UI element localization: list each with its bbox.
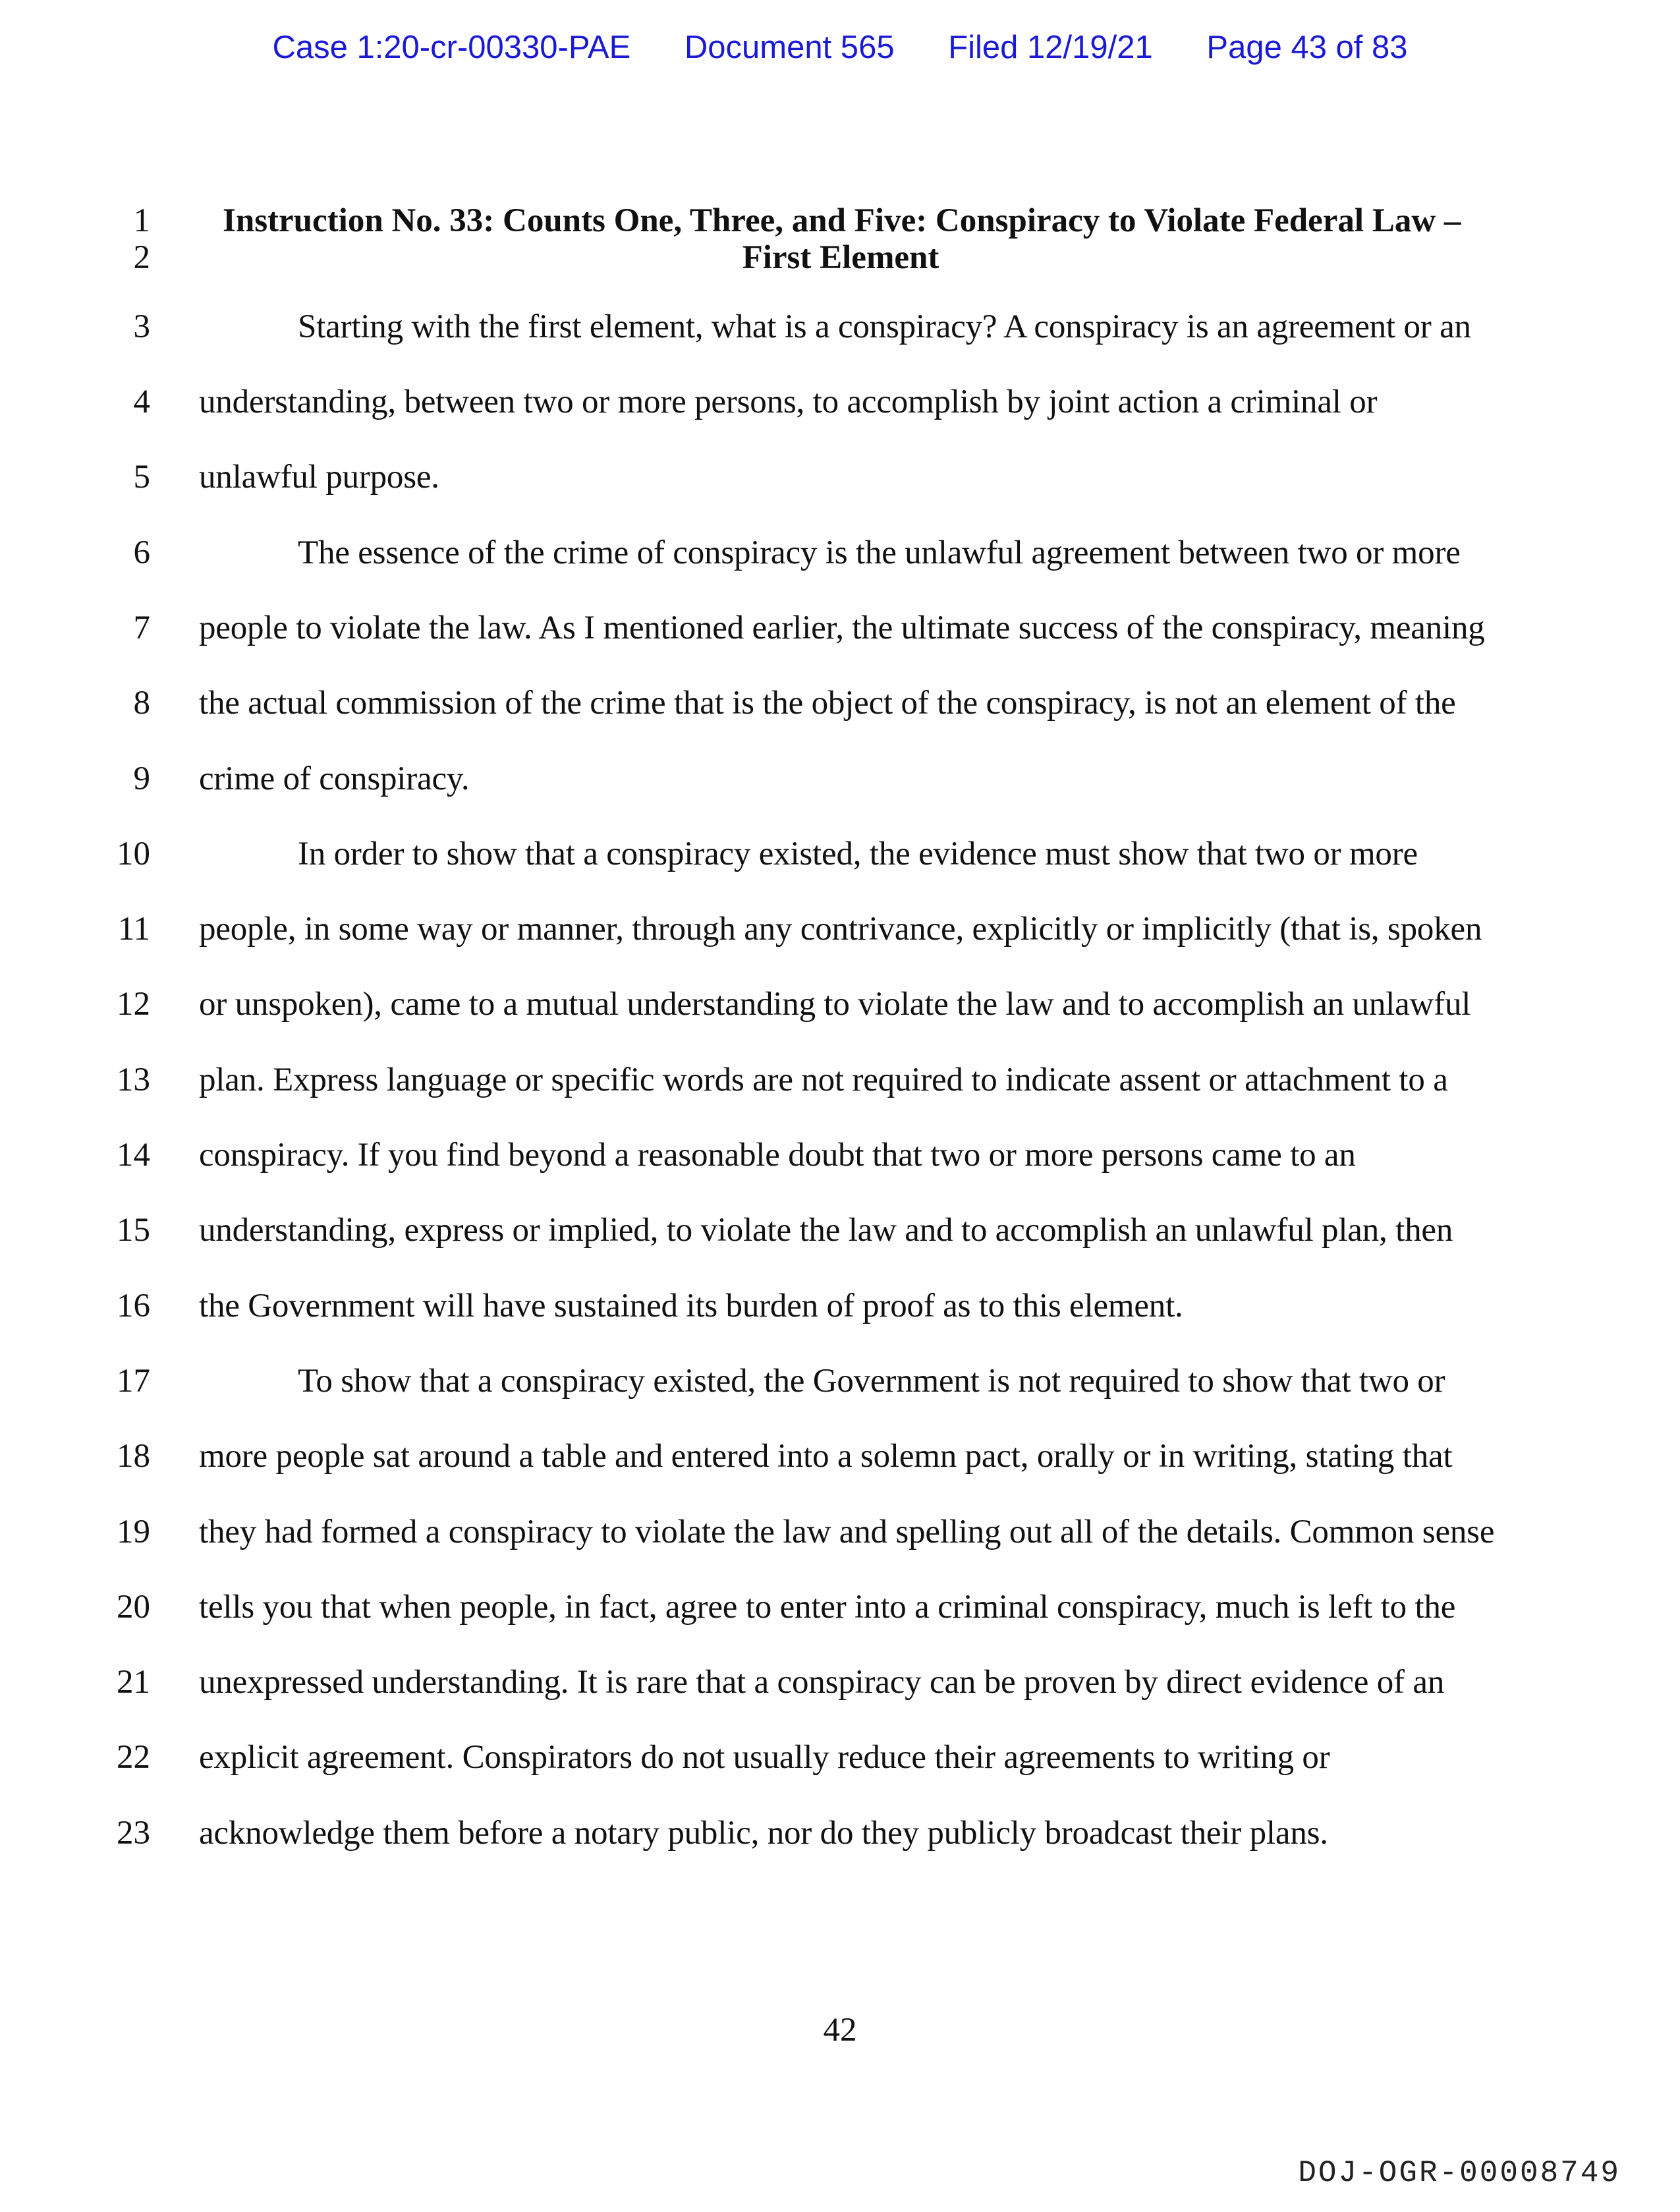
body-line: the actual commission of the crime that is the object of the conspiracy, is not an element of the (199, 685, 1456, 722)
line-number: 18 (117, 1438, 150, 1475)
line-number: 22 (117, 1739, 150, 1776)
line-number: 17 (117, 1363, 150, 1400)
body-line: people to violate the law. As I mentioned earlier, the ultimate success of the conspiracy, meaning (199, 610, 1485, 646)
body-line: acknowledge them before a notary public, nor do they publicly broadcast their plans. (199, 1815, 1328, 1852)
body-line: In order to show that a conspiracy existed, the evidence must show that two or more (298, 836, 1418, 872)
body-line: unexpressed understanding. It is rare that a conspiracy can be proven by direct evidence of an (199, 1664, 1445, 1701)
line-number: 20 (117, 1589, 150, 1626)
body-line: explicit agreement. Conspirators do not usually reduce their agreements to writing or (199, 1739, 1330, 1776)
line-number: 21 (117, 1664, 150, 1701)
instruction-subtitle: First Element (742, 239, 939, 276)
body-line: understanding, express or implied, to violate the law and to accomplish an unlawful plan, then (199, 1212, 1453, 1249)
body-line: The essence of the crime of conspiracy is the unlawful agreement between two or more (298, 534, 1461, 571)
body-line: understanding, between two or more persons, to accomplish by joint action a criminal or (199, 383, 1378, 420)
line-number: 13 (117, 1062, 150, 1098)
body-line: or unspoken), came to a mutual understanding to violate the law and to accomplish an unlawful (199, 986, 1471, 1023)
document-number: Document 565 (684, 30, 895, 65)
body-line: more people sat around a table and entered into a solemn pact, orally or in writing, stating that (199, 1438, 1453, 1475)
line-number: 19 (117, 1514, 150, 1550)
page-number: 42 (823, 2012, 857, 2049)
line-number: 8 (133, 685, 150, 722)
body-line: unlawful purpose. (199, 459, 439, 496)
line-number: 11 (117, 911, 150, 948)
filed-date: Filed 12/19/21 (948, 30, 1153, 65)
body-line: To show that a conspiracy existed, the Government is not required to show that two or (298, 1363, 1445, 1400)
case-number: Case 1:20-cr-00330-PAE (272, 30, 631, 65)
body-line: conspiracy. If you find beyond a reasonable doubt that two or more persons came to an (199, 1137, 1356, 1174)
line-number: 3 (133, 308, 150, 345)
line-number: 1 (133, 202, 150, 239)
body-line: the Government will have sustained its burden of proof as to this element. (199, 1288, 1183, 1324)
line-number: 5 (133, 459, 150, 496)
line-number: 10 (117, 836, 150, 872)
line-number: 4 (133, 383, 150, 420)
body-line: they had formed a conspiracy to violate the law and spelling out all of the details. Common sense (199, 1514, 1495, 1550)
body-line: plan. Express language or specific words are not required to indicate assent or attachment to a (199, 1062, 1448, 1098)
line-number: 6 (133, 534, 150, 571)
body-line: tells you that when people, in fact, agree to enter into a criminal conspiracy, much is left to the (199, 1589, 1456, 1626)
body-line: people, in some way or manner, through any contrivance, explicitly or implicitly (that is, spoken (199, 911, 1482, 948)
line-number: 14 (117, 1137, 150, 1174)
line-number: 16 (117, 1288, 150, 1324)
ecf-filing-header (0, 29, 1680, 66)
instruction-title: Instruction No. 33: Counts One, Three, and Five: Conspiracy to Violate Federal Law – (223, 202, 1461, 239)
bates-number: DOJ-OGR-00008749 (1298, 2156, 1621, 2190)
line-number: 2 (133, 239, 150, 276)
line-number: 12 (117, 986, 150, 1023)
page-count: Page 43 of 83 (1206, 30, 1408, 65)
line-number: 15 (117, 1212, 150, 1249)
body-line: crime of conspiracy. (199, 760, 470, 797)
body-line: Starting with the first element, what is a conspiracy? A conspiracy is an agreement or an (298, 308, 1471, 345)
line-number: 23 (117, 1815, 150, 1852)
line-number: 7 (133, 610, 150, 646)
line-number: 9 (133, 760, 150, 797)
